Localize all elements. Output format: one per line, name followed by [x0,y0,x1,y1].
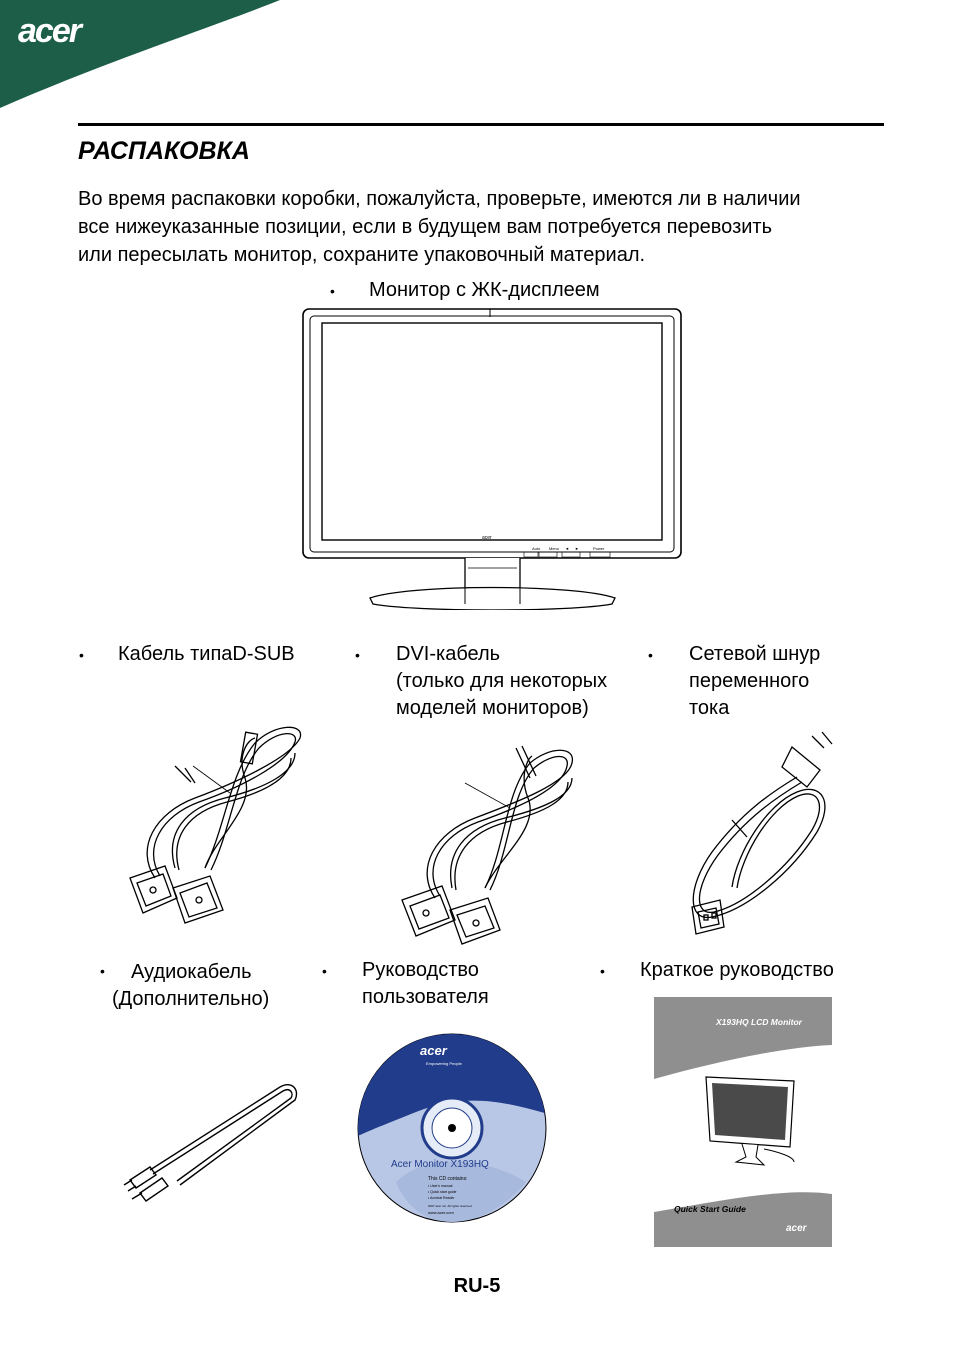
item-manual-label [362,957,489,1011]
bullet: • [330,283,335,299]
cd-brand: acer [420,1043,447,1058]
power-cord-illustration [672,722,847,947]
monitor-button-label: Menu [549,546,560,551]
acer-logo: acer [18,12,80,50]
item-power-label [689,641,820,722]
item-monitor-label: Монитор с ЖК-дисплеем [369,279,600,301]
item-dvi-line: (только для некоторых [396,670,608,692]
cd-contains-title: This CD contains: [428,1176,468,1182]
monitor-button-label: ◄ [565,546,569,551]
intro-line: все нижеуказанные позиции, если в будущем вам потребуется перевозить [78,216,772,238]
item-dvi-line: моделей мониторов) [396,697,589,719]
monitor-illustration [300,306,685,610]
guide-brand: acer [786,1223,807,1234]
cd-contains-item: • Acrobat Reader [428,1196,455,1200]
item-power-line: Сетевой шнур [689,643,821,665]
item-audio-label [112,959,269,1013]
item-power-line: переменного [689,670,810,692]
bullet: • [322,963,327,979]
monitor-button-label: Auto [532,546,541,551]
bullet: • [600,963,605,979]
item-power-line: тока [689,697,730,719]
monitor-button-label: ► [575,546,579,551]
intro-line: или пересылать монитор, сохраните упаковочный материал. [78,244,646,266]
item-manual-line: пользователя [362,986,489,1008]
item-audio-line: Аудиокабель [131,961,252,983]
intro-paragraph [78,185,878,269]
cd-product: Acer Monitor X193HQ [391,1159,489,1170]
bullet: • [648,647,653,663]
dsub-cable-illustration [115,718,315,933]
bullet: • [79,647,84,663]
guide-model: X193HQ LCD Monitor [716,1017,802,1027]
item-dvi-label [396,641,607,722]
cd-contains-item: • User's manual [428,1184,453,1188]
bullet: • [355,647,360,663]
monitor-bezel-brand: acer [482,535,492,541]
quick-guide-illustration [654,997,834,1249]
cd-url: www.acer.com [428,1210,454,1215]
item-dsub-label: Кабель типаD-SUB [118,643,295,665]
dvi-cable-illustration [390,738,590,948]
item-manual-line: Руководство [362,959,479,981]
cd-contains-item: • Quick start guide [428,1190,457,1194]
cd-copyright: 2007 acer inc. All rights reserved [428,1204,472,1208]
monitor-button-label: Power [593,546,605,551]
page-number: RU-5 [453,1275,501,1297]
cd-illustration [356,1032,548,1224]
section-title: РАСПАКОВКА [78,137,250,165]
title-rule [78,123,884,126]
cd-tagline: Empowering People [426,1061,462,1066]
intro-line: Во время распаковки коробки, пожалуйста, проверьте, имеются ли в наличии [78,188,801,210]
item-quickguide-label: Краткое руководство [640,959,834,981]
guide-title: Quick Start Guide [674,1204,746,1214]
item-audio-line: (Дополнительно) [112,988,270,1010]
audio-cable-illustration [120,1075,310,1205]
bullet: • [100,963,105,979]
item-dvi-line: DVI-кабель [396,643,501,665]
